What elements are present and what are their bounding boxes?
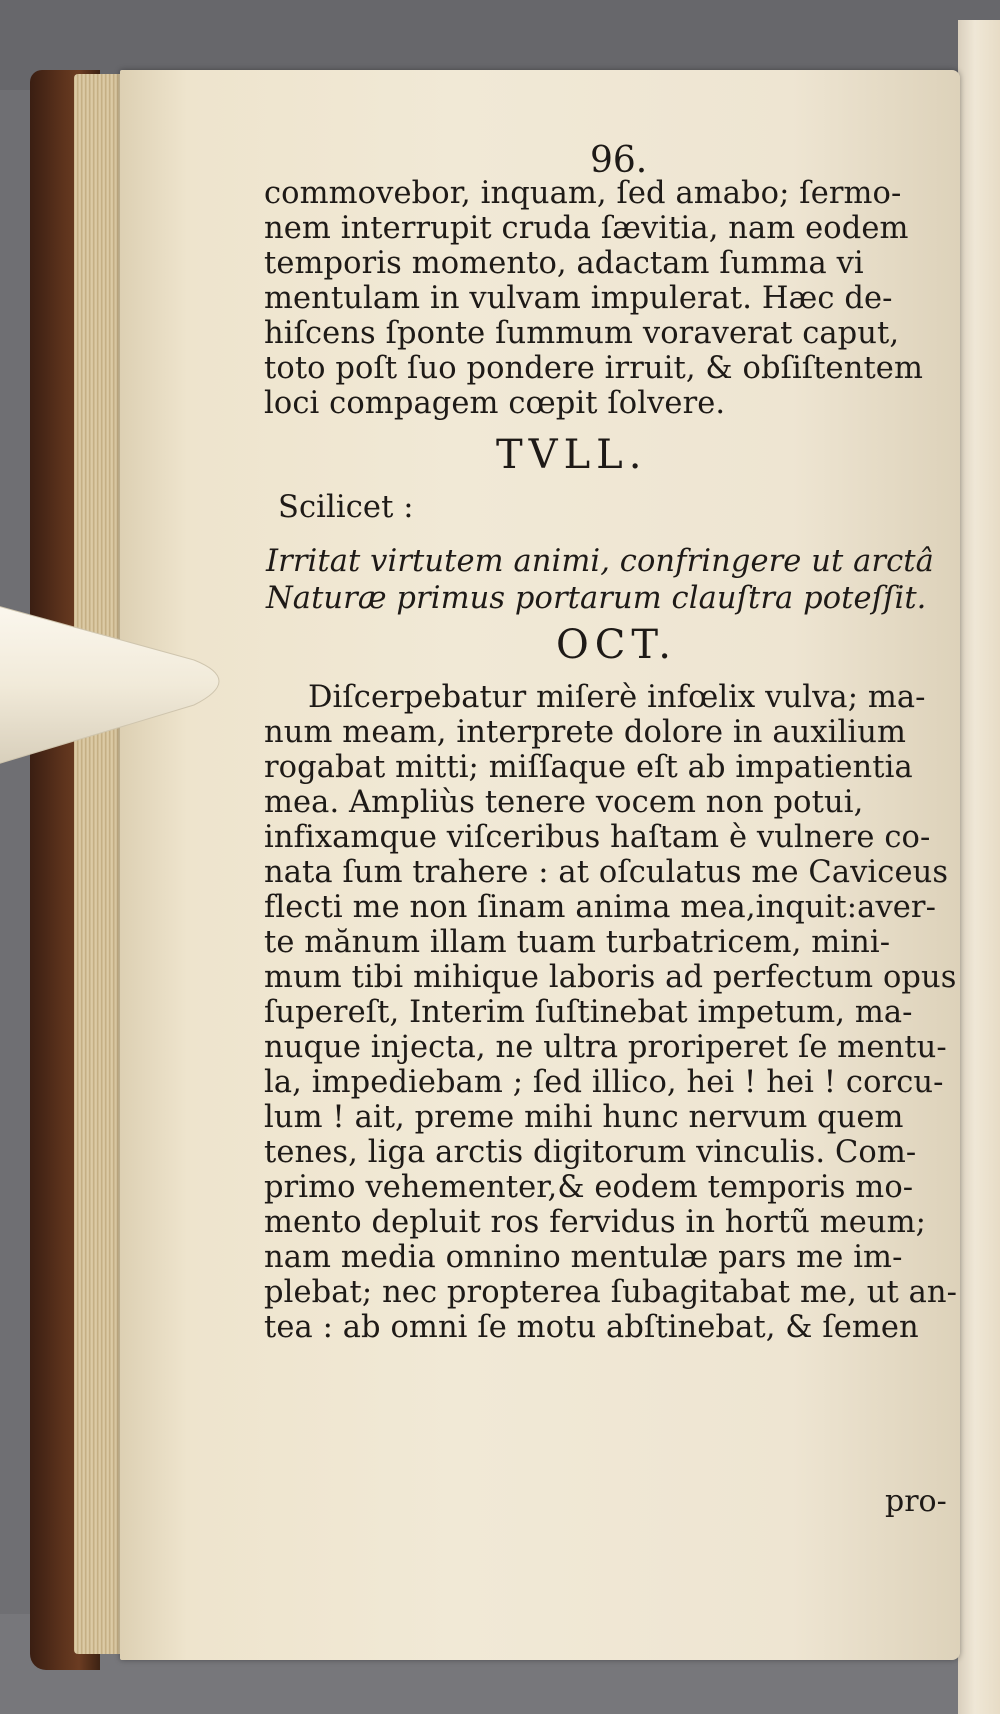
text-line: loci compagem cœpit ſolvere.	[264, 386, 726, 421]
text-line: infixamque viſceribus haſtam è vulnere co-	[264, 820, 931, 855]
text-line: nuque injecta, ne ultra proriperet ſe mentu-	[264, 1030, 947, 1065]
text-line: mea. Ampliùs tenere vocem non potui,	[264, 785, 864, 820]
text-line: num meam, interprete dolore in auxilium	[264, 715, 906, 750]
text-line: mentulam in vulvam impulerat. Hæc de-	[264, 281, 893, 316]
text-line: nam media omnino mentulæ pars me im-	[264, 1240, 903, 1275]
text-line: mum tibi mihique laboris ad perfectum opus	[264, 960, 957, 995]
text-line: lum ! ait, preme mihi hunc nervum quem	[264, 1100, 904, 1135]
catchword: pro-	[885, 1484, 947, 1519]
text-line: flecti me non ſinam anima mea,inquit:aver-	[264, 890, 937, 925]
text-line: plebat; nec propterea ſubagitabat me, ut an-	[264, 1275, 958, 1310]
verse-line: Naturæ primus portarum clauſtra poteſſit.	[266, 581, 927, 616]
speaker-heading-oct: OCT.	[556, 622, 677, 668]
text-line: temporis momento, adactam ſumma vi	[264, 246, 864, 281]
page-number: 96.	[590, 140, 648, 181]
text-line: mento depluit ros fervidus in hortũ meum;	[264, 1205, 927, 1240]
text-line: toto poſt ſuo pondere irruit, & obſiſtentem	[264, 351, 923, 386]
text-line: te mănum illam tuam turbatricem, mini-	[264, 925, 891, 960]
text-line: nata ſum trahere : at oſculatus me Caviceus	[264, 855, 949, 890]
text-line: tenes, liga arctis digitorum vinculis. Com-	[264, 1135, 917, 1170]
facing-page-edge	[958, 20, 1000, 1714]
text-line: nem interrupit cruda ſævitia, nam eodem	[264, 211, 909, 246]
text-line: ſupereſt, Interim ſuſtinebat impetum, ma-	[264, 995, 913, 1030]
verse-line: Irritat virtutem animi, confringere ut arctâ	[266, 544, 934, 579]
scilicet-line: Scilicet :	[278, 490, 414, 525]
text-line: commovebor, inquam, ſed amabo; ſermo-	[264, 176, 902, 211]
speaker-heading-tull: TVLL.	[496, 432, 648, 478]
text-line: tea : ab omni ſe motu abſtinebat, & ſemen	[264, 1310, 919, 1345]
text-line: la, impediebam ; ſed illico, hei ! hei ! corcu-	[264, 1065, 944, 1100]
text-line: rogabat mitti; miſſaque eſt ab impatientia	[264, 750, 913, 785]
text-line: primo vehementer,& eodem temporis mo-	[264, 1170, 914, 1205]
page-weight-marker	[0, 605, 244, 765]
text-line: Diſcerpebatur miſerè infœlix vulva; ma-	[308, 680, 926, 715]
text-line: hiſcens ſponte ſummum voraverat caput,	[264, 316, 900, 351]
